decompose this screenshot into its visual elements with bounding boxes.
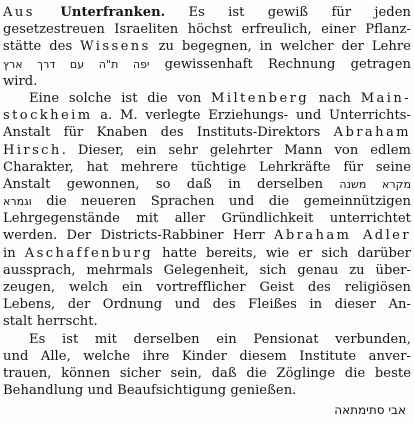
- text-run: gewissenhaft Rechnung getragen: [149, 56, 411, 72]
- spaced-emphasis: Aus: [3, 5, 61, 20]
- text-line: [3, 124, 411, 141]
- text-run: in: [3, 245, 25, 261]
- text-line: [3, 262, 411, 279]
- text-line: [3, 365, 411, 382]
- text-line: [3, 348, 411, 365]
- text-run: aussprach, mehrmals Gelegenheit, sich genau zu über-: [3, 262, 411, 278]
- spaced-emphasis: Wissens: [80, 39, 151, 55]
- hebrew-phrase: מקרא משנה: [339, 177, 411, 191]
- text-line: [3, 313, 411, 330]
- text-run: trauen, können sicher sein, daß die Zöglinge die beste: [3, 365, 411, 381]
- headline-place: Unterfranken.: [60, 5, 166, 20]
- text-line: [3, 210, 411, 227]
- text-run: stalt herrscht.: [3, 314, 98, 330]
- text-run: die neueren Sprachen und die gemeinnützigen: [31, 194, 411, 210]
- text-line: [3, 227, 411, 244]
- text-run: hatte bereits, wie er sich darüber: [153, 245, 411, 261]
- text-line: [3, 279, 411, 296]
- text-run: Es ist gewiß für jeden: [165, 5, 411, 20]
- text-run: nach: [309, 90, 361, 106]
- text-line: [3, 245, 411, 262]
- text-run: Es ist mit derselben ein Pensionat verbunden,: [29, 331, 411, 347]
- text-line: [3, 21, 411, 38]
- text-run: Anstalt für Knaben des Instituts-Direktors: [3, 125, 334, 141]
- text-run: stätte des: [3, 39, 81, 55]
- spaced-emphasis: Hirsch: [3, 142, 62, 158]
- text-run: Anstalt gewonnen, so daß in derselben: [3, 176, 340, 192]
- spaced-emphasis: Abraham: [333, 125, 411, 141]
- text-run: zeugen, welch ein vortrefflicher Geist des religiösen: [3, 280, 411, 295]
- hebrew-phrase: וגמרא: [3, 195, 32, 209]
- text-run: Behandlung und Beaufsichtigung genießen.: [3, 383, 297, 399]
- spaced-emphasis: Miltenberg: [211, 90, 310, 106]
- text-line: [3, 4, 411, 21]
- text-run: . Dieser, ein sehr gelehrter Mann von edlem: [61, 142, 411, 158]
- text-run: zu begegnen, in welcher der Lehre: [150, 39, 411, 55]
- text-run: und Alle, welche ihre Kinder diesem Institute anver-: [3, 348, 411, 364]
- text-run: gesetzestreuen Israeliten höchst erfreulich, einer Pflanz-: [3, 22, 411, 38]
- text-line: [3, 142, 411, 159]
- text-line: [3, 331, 411, 348]
- text-line: [3, 38, 411, 55]
- text-run: Lebens, der Ordnung und des Fleißes in dieser An-: [3, 297, 411, 313]
- text-line: [3, 56, 411, 73]
- text-line: [3, 193, 411, 210]
- text-line: [3, 296, 411, 313]
- text-line: [3, 73, 411, 90]
- spaced-emphasis: Abraham Adler: [273, 228, 411, 244]
- article-signature: אבי סתימתאה: [334, 403, 406, 417]
- text-line: [3, 90, 411, 107]
- text-line: [3, 382, 411, 399]
- text-run: Charakter, hat mehrere tüchtige Lehrkräfte für seine: [3, 159, 411, 175]
- hebrew-phrase: יפה ת"ה עם דרך ארץ: [3, 57, 150, 71]
- text-run: wird.: [3, 73, 38, 89]
- spaced-emphasis: Main-: [360, 90, 411, 106]
- text-run: a. M. verlegte Erziehungs- und Unterrichts-: [92, 108, 411, 124]
- spaced-emphasis: Aschaffenburg: [24, 245, 154, 261]
- spaced-emphasis: stockheim: [3, 108, 93, 124]
- text-run: Eine solche ist die von: [29, 90, 212, 106]
- text-line: [3, 159, 411, 176]
- text-run: Lehrgegenstände mit aller Gründlichkeit unterrichtet: [3, 211, 411, 227]
- text-line: [3, 176, 411, 193]
- article-body: [3, 4, 411, 399]
- text-run: werden. Der Districts-Rabbiner Herr: [3, 228, 274, 244]
- text-line: [3, 107, 411, 124]
